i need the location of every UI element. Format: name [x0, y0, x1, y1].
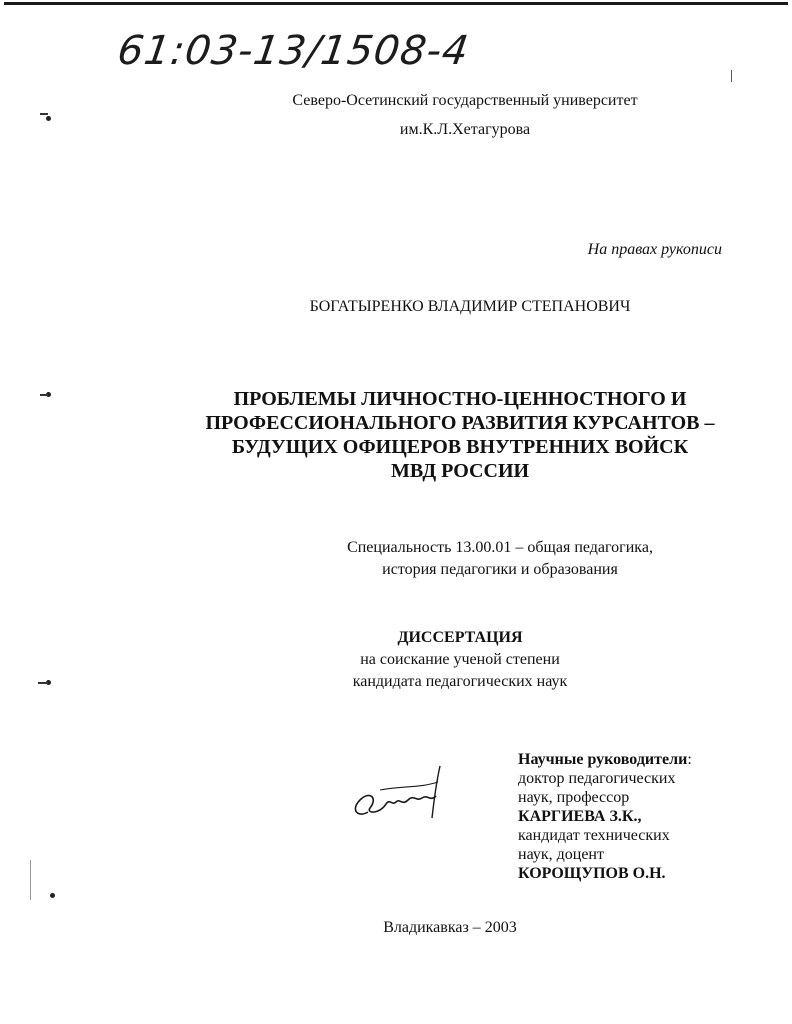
scan-mark — [731, 70, 732, 82]
supervisors-heading-colon: : — [687, 751, 692, 768]
dissertation-title — [140, 387, 780, 483]
scan-dot — [46, 116, 51, 121]
scan-mark — [40, 394, 48, 396]
supervisors-block — [518, 750, 778, 883]
handwritten-catalog-code: 61:03-13/1508-4 — [114, 28, 472, 74]
supervisor-title: наук, профессор — [518, 789, 630, 806]
specialty-line: Специальность 13.00.01 – общая педагогика, — [347, 539, 653, 556]
title-line: ПРОФЕССИОНАЛЬНОГО РАЗВИТИЯ КУРСАНТОВ – — [205, 412, 715, 434]
scan-mark — [40, 113, 48, 115]
supervisor-degree: кандидат технических — [518, 827, 670, 844]
signature — [340, 760, 450, 835]
university-name: Северо-Осетинский государственный университет — [292, 92, 638, 109]
title-line: МВД РОССИИ — [390, 460, 530, 482]
scan-dot — [50, 893, 55, 898]
supervisors-heading: Научные руководители — [518, 751, 688, 768]
specialty-line: история педагогики и образования — [382, 561, 618, 578]
title-line: ПРОБЛЕМЫ ЛИЧНОСТНО-ЦЕННОСТНОГО И — [233, 388, 687, 410]
degree-line: кандидата педагогических наук — [352, 673, 568, 690]
scan-mark — [38, 682, 48, 684]
author-name: БОГАТЫРЕНКО ВЛАДИМИР СТЕПАНОВИЧ — [309, 298, 631, 315]
supervisor-name: КОРОЩУПОВ О.Н. — [518, 865, 666, 882]
dissertation-label: ДИССЕРТАЦИЯ — [397, 629, 523, 646]
supervisor-title: наук, доцент — [518, 846, 604, 863]
supervisor-name: КАРГИЕВА З.К., — [518, 808, 642, 825]
specialty-block — [270, 537, 730, 581]
degree-line: на соискание ученой степени — [360, 651, 560, 668]
top-border-line — [4, 2, 788, 5]
supervisor-degree: доктор педагогических — [518, 770, 676, 787]
title-line: БУДУЩИХ ОФИЦЕРОВ ВНУТРЕННИХ ВОЙСК — [231, 436, 689, 458]
scan-mark — [30, 860, 31, 900]
place-and-year: Владикавказ – 2003 — [383, 919, 517, 936]
university-honorific: им.К.Л.Хетагурова — [399, 121, 531, 138]
manuscript-rights-note: На правах рукописи — [587, 241, 722, 258]
degree-block — [260, 627, 660, 693]
